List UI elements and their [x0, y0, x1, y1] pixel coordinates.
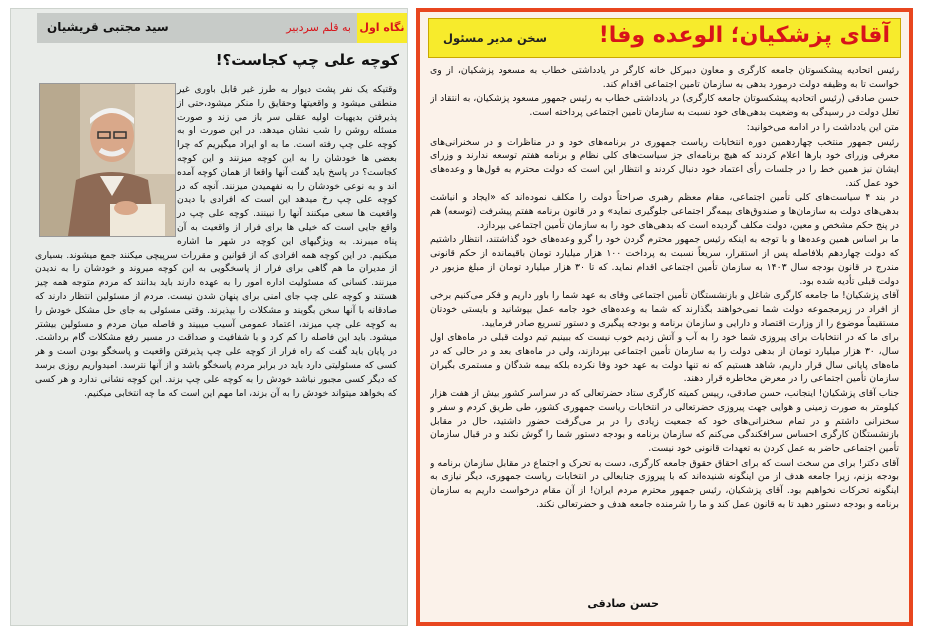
editorial-kicker: سخن مدیر مسئول [443, 31, 547, 45]
editorial-paragraph: جناب آقای پزشکیان! اینجانب، حسن صادقی، رییس کمیته کارگری ستاد حضرتعالی که در سراسر کشور بیش از هفت هزار کیلومتر به صورت زمینی و هوایی جهت پیروزی حضرتعالی در انتخابات ریاست جمهوری کشور، طی طریق کردم و سفر و سخنرانی داشتم و در تمام سخنرانی‌های خود که جمعیت زیادی را در بر می‌گرفت حضور داشتید، حال در مقابل بازنشستگان کارگری احساس سرافکندگی می‌کنم که سازمان برنامه و بودجه دستور شما را گوش نکند و در قبال سازمان تأمین اجتماعی حاضر به عمل کردن به تعهدات قانونی خود نیست. [430, 388, 899, 454]
editorial-paragraph: حسن صادقی (رئیس اتحادیه پیشکسوتان جامعه کارگری) در یادداشتی خطاب به رئیس جمهور مسعود پزشکیان، به انتقاد از تعلل دولت در رسیدگی به وضعیت بدهی‌های خود نسبت به سازمان تامین اجتماعی پرداخته است. [430, 93, 899, 119]
column-editor-note [10, 8, 408, 626]
author-photo [39, 83, 176, 237]
editorial-paragraph: در بند ۴ سیاست‌های کلی تأمین اجتماعی، مقام معظم رهبری صراحتاً دولت را مکلف نموده‌اند که «ایجاد و انباشت بدهی‌های دولت به سازمان‌ها و صندوق‌های بیمه‌گر اجتماعی جلوگیری نماید» و در قانون برنامه هفتم پیشرفت (توسعه) هم در پنج حکم مشخص و معین، دولت مکلف گردیده است که بدهی‌های خود را به سازمان تأمین اجتماعی بپردازد. [430, 192, 899, 231]
editorial-paragraph: ما بر اساس همین وعده‌ها و با توجه به اینکه رئیس جمهور محترم گردن خود را گرو وعده‌های خود گذاشتند، انتظار داشتیم که دولت چهاردهم بلافاصله پس از استقرار، سریعاً نسبت به پرداخت ۱۰۰ هزار میلیارد تومان باقیمانده از حکم قانونی مندرج در قانون بودجه سال ۱۴۰۳ به سازمان تأمین اجتماعی اقدام نماید. که تا ۳۰ هزار میلیارد تومان از مبلغ مزبور در دولت قبلی تأدیه شده بود. [430, 234, 899, 287]
author-portrait-image [40, 84, 175, 236]
editorial-paragraph: آقای پزشکیان! ما جامعه کارگری شاغل و بازنشستگان تأمین اجتماعی وفای به عهد شما را باور داریم و فکر می‌کنیم برخی از افراد در زیرمجموعه دولت شما نمی‌خواهند بگذارند که شما به وعده‌های خود جامه عمل بپوشانید و بایستی خودتان مستقیماً موضوع را از وزارت اقتصاد و دارایی و سازمان برنامه و بودجه پیگیری و دستور تسریع صادر فرمایید. [430, 290, 899, 329]
section-tag: نگاه اول [357, 13, 407, 43]
editorial-paragraph: آقای دکتر! برای من سخت است که برای احقاق حقوق جامعه کارگری، دست به تحرک و اجتماع در مقابل سازمان برنامه و بودجه بزنم، زیرا جامعه هدف از من اینگونه شنیده‌اند که با پیروزی جنابعالی در انتخابات ریاست جمهوری، دیگر نیازی به اینگونه تحرکات نخواهیم بود. آقای پزشکیان، رئیس جمهور محترم مردم ایران! از آن مقام درخواست داریم به سازمان برنامه و بودجه دستور دهید تا به قانون عمل کند و ما را شرمنده جامعه هدف و حضرتعالی نکند. [430, 457, 899, 510]
editorial-paragraph: متن این یادداشت را در ادامه می‌خوانید: [746, 121, 899, 133]
editorial-paragraph: برای ما که در انتخابات برای پیروزی شما خود را به آب و آتش زدیم خوب نیست که ببینیم تیم دولت قبلی در ماه‌های اول سال، ۳۰ هزار میلیارد تومان از بدهی دولت را به سازمان تأمین اجتماعی بپردازند، ولی در ماه‌های بعد و در حالی که در ماه‌های پایانی سال قرار داریم، شاهد هستیم که نه تنها دولت به عهد خود وفا نکرده بلکه بیمه شدگان و مستمری بگیران سازمان تأمین اجتماعی را در معرض مخاطره قرار دهند. [430, 332, 899, 385]
editorial-signature: حسن صادقی [587, 597, 659, 610]
editorial-paragraph: رئیس اتحادیه پیشکسوتان جامعه کارگری و معاون دبیرکل خانه کارگر در یادداشتی خطاب به مسعود پزشکیان، از وی خواست تا به وظیفه دولت درمورد بدهی به سازمان تامین اجتماعی اقدام کند. [430, 65, 899, 90]
editorial-title: آقای پزشکیان؛ الوعده وفا! [598, 23, 890, 48]
column-editorial [416, 8, 913, 626]
author-label: به قلم سردبیر [286, 21, 351, 34]
article-title: کوچه علی چپ کجاست؟! [215, 51, 399, 69]
editorial-body [430, 64, 899, 594]
column-header [37, 13, 407, 43]
editorial-paragraph: رئیس جمهور منتخب چهاردهمین دوره انتخابات ریاست جمهوری در برنامه‌های خود و در مناظرات و در سخنرانی‌های معرفی وزرای خود بارها اعلام کردند که هیچ برنامه‌ای جز سیاست‌های کلی نظام و برنامه هفتم توسعه ندارند و وزرای ایشان نیز همین خط را در جلسات رأی اعتماد خود دنبال کردند و انتظار این است که دولت محترم به قول‌ها و وعده‌های خود عمل کند. [430, 136, 899, 189]
article-text: وقتیکه یک نفر پشت دیوار به طرز غیر قابل باوری غیر منطقی میشود و واقعیتها وحقایق را منکر میشود،حتی از پذیرفتن بدیهیات اولیه عقلی سر باز می زند و صورت مسئله روشن را شب نشان میدهد. در این صورت او به کوچه علی چپ رفته است. ما به او ایراد میگیریم که چرا بعضی ها خودشان را به این کوچه میزنند و این کوچه کجاست؟ در پاسخ باید گفت آنها واقعا از همان کوچه آمده اند و به نوعی خودشان را به نفهمیدن میزنند. آنچه که در کوچه علی چپ رخ میدهد این است که افرادی با دیدن واقعیت ها سعی میکنند آنها را نبینند. کوچه علی چپ در واقع جایی است که خیلی ها برای فرار از واقعیت به آن پناه میبرند. به ویژگیهای این کوچه در شهر ما اشاره میکنیم. در این کوچه همه افرادی که از قوانین و مقررات سرپیچی میکنند جمع میشوند. بسیاری از مدیران ما هم گاهی برای فرار از پاسخگویی به این کوچه میروند و خودشان را به ندیدن میزنند. کسانی که مسئولیت اداره امور را به عهده دارند باید بدانند که مردم متوجه همه چیز هستند و کوچه علی چپ جای امنی برای پنهان شدن نیست. مردم از مسئولین انتظار دارند که صادقانه با آنها سخن بگویند و مشکلات را بپذیرند. وقتی مسئولی به جای حل مشکل خودش را به کوچه علی چپ میزند، اعتماد عمومی آسیب میبیند و فاصله میان مردم و مسئولین بیشتر میشود. باید این فاصله را کم کرد و با شفافیت و صداقت در مسیر رفع مشکلات گام برداشت. در پایان باید گفت که راه فرار از کوچه علی چپ پذیرفتن واقعیت و پاسخگو بودن است و هر کسی که مسئولیتی دارد باید در برابر مردم پاسخگو باشد و از آنها نترسد. امیدواریم روزی برسد که دیگر کسی مجبور نباشد خودش را به کوچه علی چپ بزند. این کوچه نشانی ندارد و هر کسی که بخواهد میتواند خودش را به آن بزند، اما مهم این است که ما چه انتخابی میکنیم. [35, 84, 397, 399]
author-name: سید مجتبی قریشیان [47, 20, 169, 34]
editorial-header [428, 18, 901, 58]
